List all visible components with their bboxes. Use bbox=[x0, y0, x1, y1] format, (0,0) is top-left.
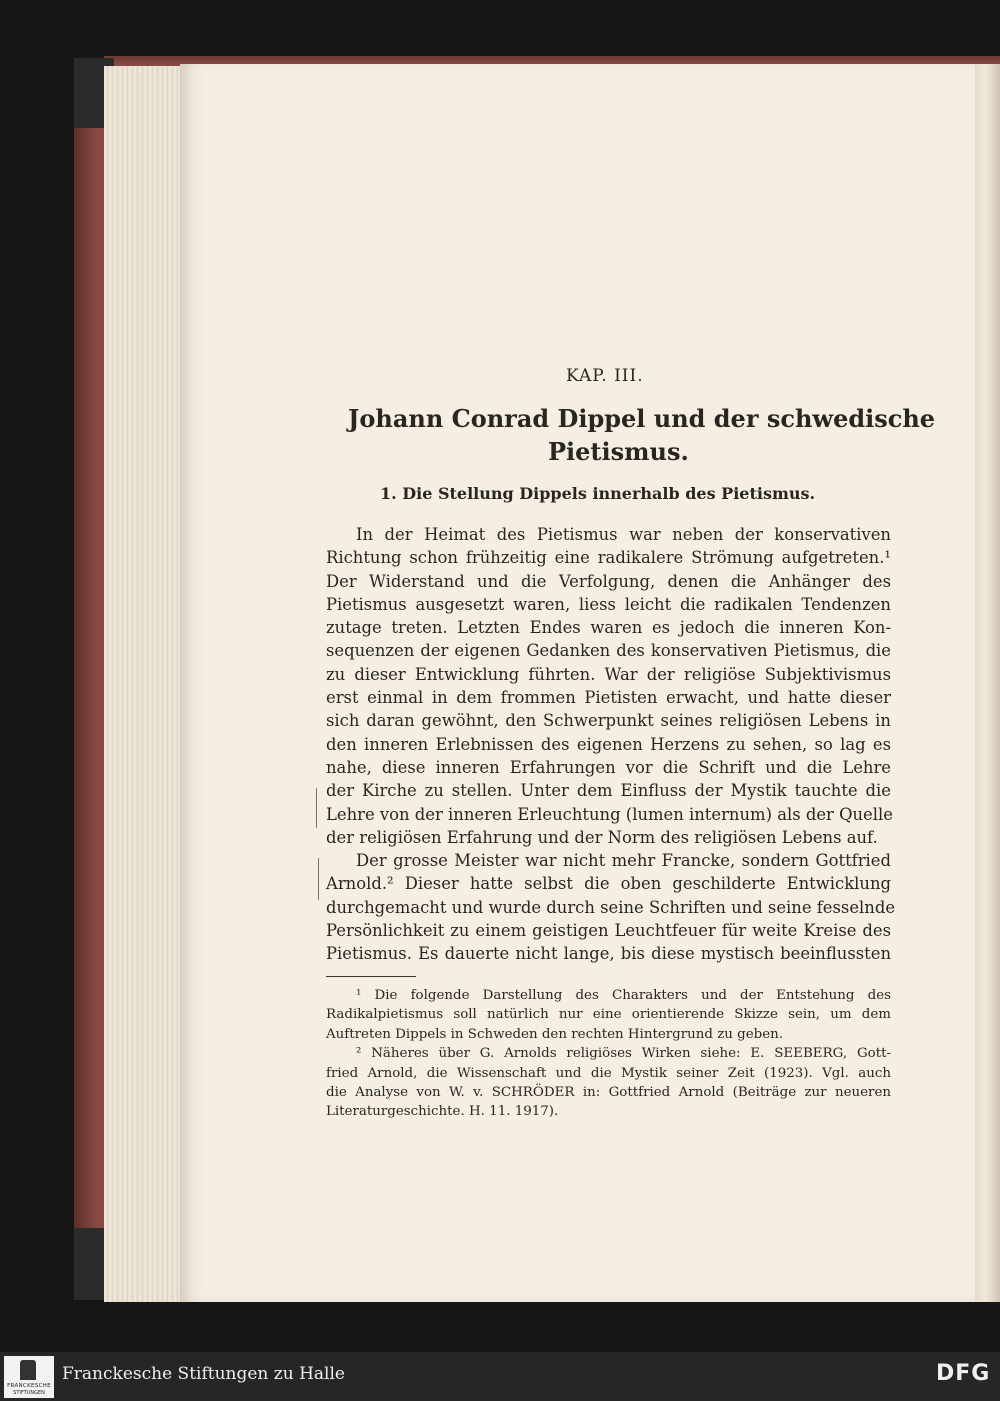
body-line: sequenzen der eigenen Gedanken des konservativen Pietismus, die bbox=[326, 641, 891, 661]
body-line: der Kirche zu stellen. Unter dem Einfluss der Mystik tauchte die bbox=[326, 781, 891, 801]
body-line: zu dieser Entwicklung führten. War der religiöse Subjektivismus bbox=[326, 664, 891, 684]
chapter-title-line-1: Johann Conrad Dippel und der schwedische bbox=[348, 404, 936, 433]
page-edges bbox=[104, 66, 188, 1302]
institution-name: Franckesche Stiftungen zu Halle bbox=[62, 1364, 345, 1384]
body-line: durchgemacht und wurde durch seine Schriften und seine fesselnde bbox=[326, 897, 896, 917]
footnote-line: die Analyse von W. v. SCHRÖDER in: Gottfried Arnold (Beiträge zur neueren bbox=[326, 1084, 891, 1100]
logo-text: FRANCKESCHE bbox=[7, 1383, 51, 1389]
body-line: zutage treten. Letzten Endes waren es jedoch die inneren Kon- bbox=[326, 618, 891, 638]
body-line: Lehre von der inneren Erleuchtung (lumen internum) als der Quelle bbox=[326, 804, 893, 824]
footnote-line: fried Arnold, die Wissenschaft und die Mystik seiner Zeit (1923). Vgl. auch bbox=[326, 1065, 891, 1081]
body-line: nahe, diese inneren Erfahrungen vor die Schrift und die Lehre bbox=[326, 757, 891, 777]
footnote-line: Literaturgeschichte. H. 11. 1917). bbox=[326, 1104, 559, 1120]
body-line: Der Widerstand und die Verfolgung, denen die Anhänger des bbox=[326, 571, 891, 591]
emblem-icon bbox=[20, 1360, 36, 1380]
page-right-edge bbox=[975, 64, 1000, 1302]
body-text bbox=[326, 523, 896, 966]
body-line: sich daran gewöhnt, den Schwerpunkt seines religiösen Lebens in bbox=[326, 711, 891, 731]
body-line: Persönlichkeit zu einem geistigen Leuchtfeuer für weite Kreise des bbox=[326, 921, 891, 941]
footnote-line: ² Näheres über G. Arnolds religiöses Wirken siehe: E. SEEBERG, Gott- bbox=[356, 1046, 891, 1062]
body-line: In der Heimat des Pietismus war neben der konservativen bbox=[356, 525, 891, 544]
body-line: Richtung schon frühzeitig eine radikalere Strömung aufgetreten.¹ bbox=[326, 548, 891, 568]
body-line: Pietismus. Es dauerte nicht lange, bis diese mystisch beeinflussten bbox=[326, 944, 891, 964]
footnote-line: Radikalpietismus soll natürlich nur eine orientierende Skizze sein, um dem bbox=[326, 1007, 891, 1023]
footnote-line: Auftreten Dippels in Schweden den rechten Hintergrund zu geben. bbox=[326, 1026, 784, 1042]
body-line: Der grosse Meister war nicht mehr Francke, sondern Gottfried bbox=[356, 851, 891, 871]
footnotes bbox=[326, 986, 891, 1122]
logo-text: STIFTUNGEN bbox=[13, 1390, 45, 1396]
body-line: der religiösen Erfahrung und der Norm des religiösen Lebens auf. bbox=[326, 827, 878, 847]
body-line: Pietismus ausgesetzt waren, liess leicht die radikalen Tendenzen bbox=[326, 594, 891, 614]
footnote-line: ¹ Die folgende Darstellung des Charakters und der Entstehung des bbox=[356, 988, 891, 1003]
body-line: Arnold.² Dieser hatte selbst die oben geschilderte Entwicklung bbox=[326, 874, 891, 894]
body-line: den inneren Erlebnissen des eigenen Herzens zu sehen, so lag es bbox=[326, 734, 891, 754]
section-heading: 1. Die Stellung Dippels innerhalb des Pietismus. bbox=[380, 484, 816, 503]
chapter-title-line-2: Pietismus. bbox=[548, 437, 689, 466]
chapter-label: KAP. III. bbox=[566, 366, 644, 386]
body-line: erst einmal in dem frommen Pietisten erwacht, und hatte dieser bbox=[326, 688, 891, 708]
footnote-rule bbox=[326, 976, 416, 977]
dfg-logo[interactable]: DFG bbox=[936, 1361, 991, 1386]
margin-pencil-mark bbox=[316, 788, 319, 828]
margin-pencil-mark bbox=[318, 858, 321, 900]
